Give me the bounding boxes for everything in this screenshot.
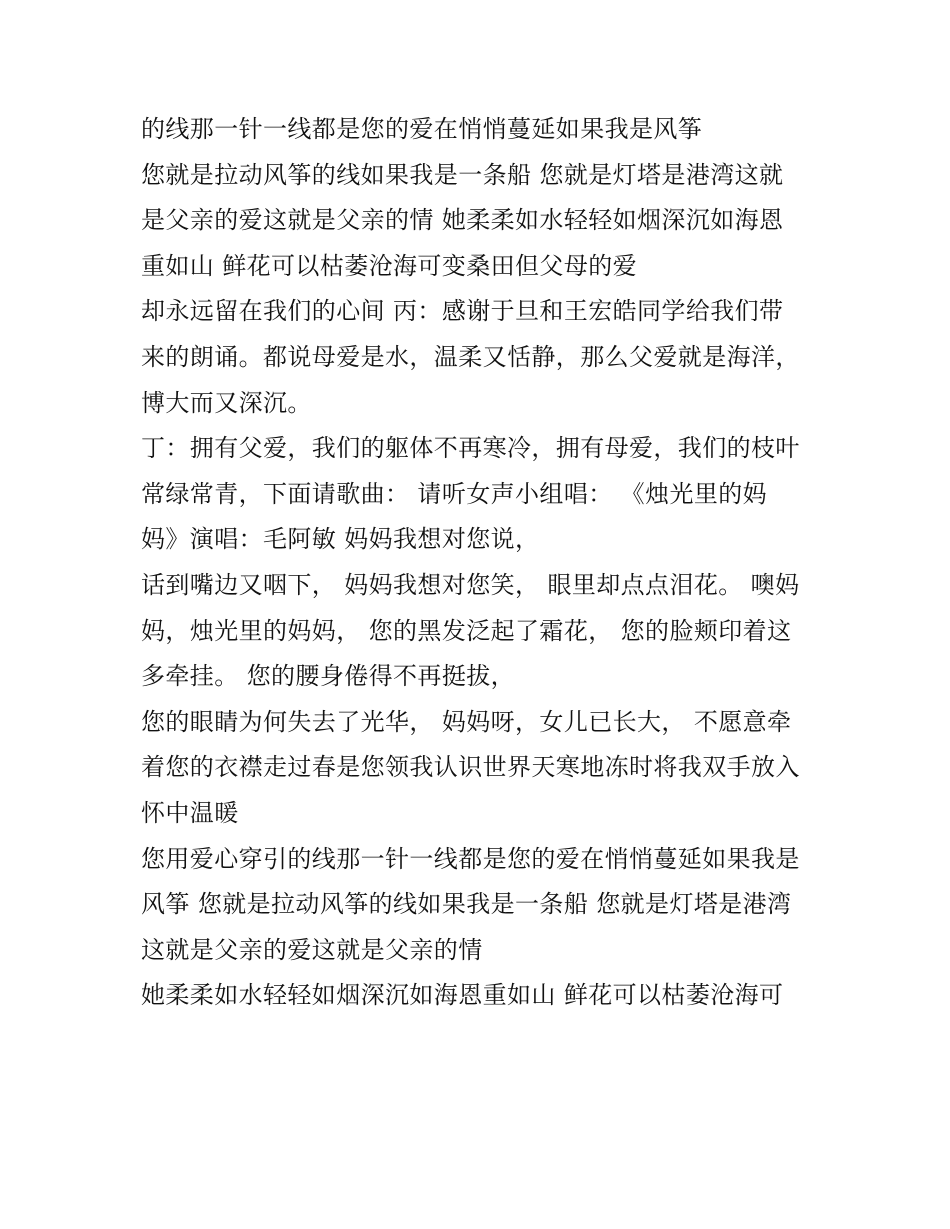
text-line: 风筝 您就是拉动风筝的线如果我是一条船 您就是灯塔是港湾 — [141, 890, 792, 919]
text-line: 她柔柔如水轻轻如烟深沉如海恩重如山 鲜花可以枯萎沧海可 — [141, 981, 784, 1010]
text-line: 您就是拉动风筝的线如果我是一条船 您就是灯塔是港湾这就 — [141, 160, 784, 189]
text-line: 着您的衣襟走过春是您领我认识世界天寒地冻时将我双手放入 — [141, 753, 800, 782]
text-line: 妈，烛光里的妈妈， 您的黑发泛起了霜花， 您的脸颊印着这 — [141, 616, 792, 645]
text-line: 重如山 鲜花可以枯萎沧海可变桑田但父母的爱 — [141, 251, 638, 280]
text-line: 怀中温暖 — [141, 798, 239, 827]
text-line: 博大而又深沉。 — [141, 388, 312, 417]
text-line: 常绿常青，下面请歌曲： 请听女声小组唱： 《烛光里的妈 — [141, 479, 768, 508]
text-line: 这就是父亲的爱这就是父亲的情 — [141, 935, 483, 964]
document-body — [141, 107, 831, 1019]
text-line: 妈》演唱：毛阿敏 妈妈我想对您说， — [141, 525, 540, 554]
text-line: 丁：拥有父爱，我们的躯体不再寒冷，拥有母爱，我们的枝叶 — [141, 434, 800, 463]
text-line: 却永远留在我们的心间 丙：感谢于旦和王宏皓同学给我们带 — [141, 297, 784, 326]
text-line: 您的眼睛为何失去了光华， 妈妈呀，女儿已长大， 不愿意牵 — [141, 707, 792, 736]
text-line: 多牵挂。 您的腰身倦得不再挺拔， — [141, 662, 516, 691]
text-line: 来的朗诵。都说母爱是水，温柔又恬静，那么父爱就是海洋， — [141, 342, 800, 371]
text-line: 的线那一针一线都是您的爱在悄悄蔓延如果我是风筝 — [141, 115, 703, 143]
text-line: 是父亲的爱这就是父亲的情 她柔柔如水轻轻如烟深沉如海恩 — [141, 206, 784, 235]
text-line: 您用爱心穿引的线那一针一线都是您的爱在悄悄蔓延如果我是 — [141, 844, 800, 873]
text-line: 话到嘴边又咽下， 妈妈我想对您笑， 眼里却点点泪花。 噢妈 — [141, 570, 800, 599]
